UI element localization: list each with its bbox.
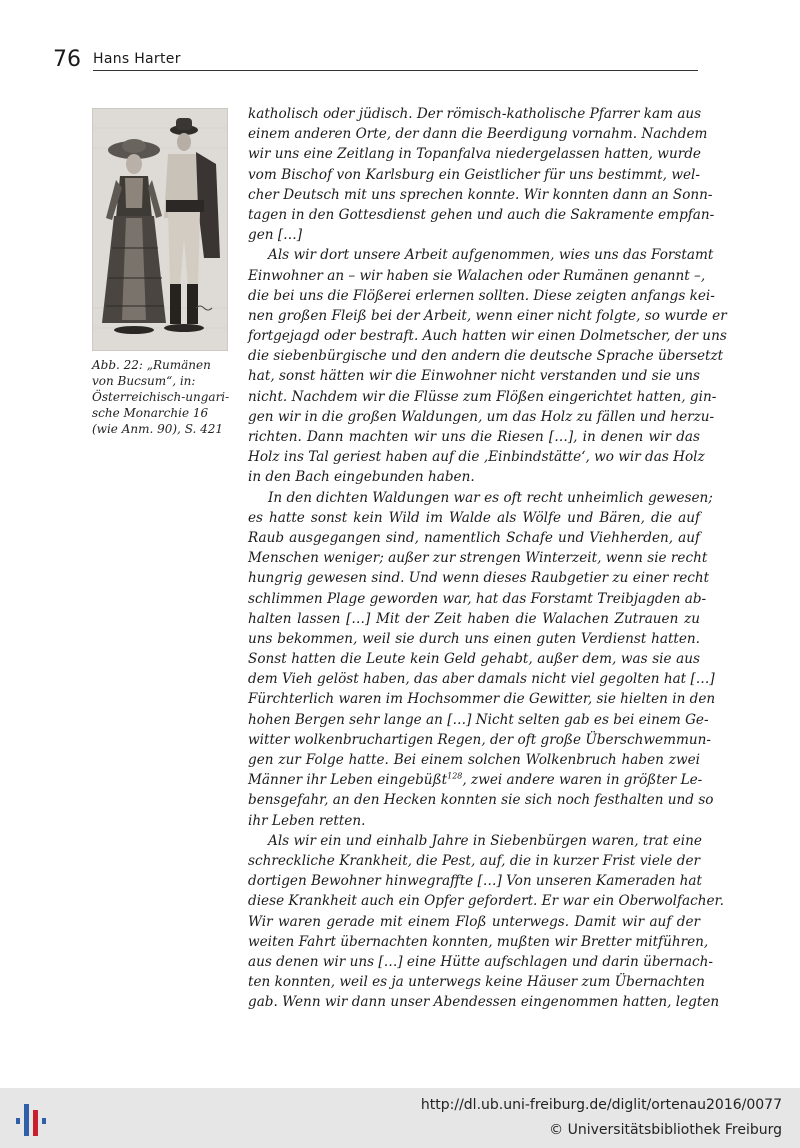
text-line: wir uns eine Zeitlang in Topanfalva niedergelassen hatten, wurde <box>248 146 701 163</box>
text-line: Als wir dort unsere Arbeit aufgenommen, wies uns das Forstamt <box>268 247 714 264</box>
text-line: Als wir ein und einhalb Jahre in Siebenbürgen waren, trat eine <box>268 832 702 849</box>
text-line-with-footnote <box>248 770 703 790</box>
text-line: bensgefahr, an den Hecken konnten sie sich noch festhalten und so <box>248 792 714 809</box>
copyright-text: © Universitätsbibliothek Freiburg <box>549 1122 782 1138</box>
text-line: Einwohner an – wir haben sie Walachen oder Rumänen genannt –, <box>248 267 706 284</box>
figure-image <box>92 108 228 351</box>
text-line: richten. Dann machten wir uns die Riesen […], in denen wir das <box>248 429 700 445</box>
text-line: die siebenbürgische und den andern die deutsche Sprache übersetzt <box>248 348 724 365</box>
caption-line: von Bucsum“, in: <box>92 374 196 388</box>
text-line: Sonst hatten die Leute kein Geld gehabt, außer dem, was sie aus <box>248 651 700 668</box>
text-line: dortigen Bewohner hinwegraffte […] Von unseren Kameraden hat <box>248 873 702 890</box>
text-line: halten lassen […] Mit der Zeit haben die Walachen Zutrauen zu <box>248 610 700 627</box>
engraving-romanians-illustration <box>92 108 228 351</box>
text-line: Menschen weniger; außer zur strengen Winterzeit, wenn sie recht <box>248 550 708 567</box>
text-line: hungrig gewesen sind. Und wenn dieses Raubgetier zu einer recht <box>248 570 710 587</box>
caption-line: sche Monarchie 16 <box>92 406 209 420</box>
text-line: Fürchterlich waren im Hochsommer die Gewitter, sie hielten in den <box>248 691 716 708</box>
text-line: einem anderen Orte, der dann die Beerdigung vornahm. Nachdem <box>248 126 708 143</box>
text-line: witter wolkenbruchartigen Regen, der oft große Überschwemmun- <box>248 731 711 748</box>
caption-line: Österreichisch-ungari- <box>92 390 230 404</box>
text-line: gen zur Folge hatte. Bei einem solchen Wolkenbruch haben zwei <box>248 752 700 768</box>
text-line: cher Deutsch mit uns sprechen konnte. Wir konnten dann an Sonn- <box>248 186 713 203</box>
text-line: ten konnten, weil es ja unterwegs keine Häuser zum Übernachten <box>248 974 705 991</box>
text-line: katholisch oder jüdisch. Der römisch-katholische Pfarrer kam aus <box>248 106 702 122</box>
text-line: in den Bach eingebunden haben. <box>248 469 475 486</box>
text-line: es hatte sonst kein Wild im Walde als Wölfe und Bären, die auf <box>248 509 700 526</box>
text-line: vom Bischof von Karlsburg ein Geistlicher für uns bestimmt, wel- <box>248 166 700 183</box>
text-line: schreckliche Krankheit, die Pest, auf, die in kurzer Frist viele der <box>248 852 700 869</box>
text-line: nen großen Fleiß bei der Arbeit, wenn einer nicht folgte, so wurde er <box>248 307 727 324</box>
text-line: die bei uns die Flößerei erlernen sollten. Diese zeigten anfangs kei- <box>248 287 715 304</box>
text-line: gen wir in die großen Waldungen, um das Holz zu fällen und herzu- <box>248 408 715 425</box>
page-header <box>53 48 698 72</box>
text-line: aus denen wir uns […] eine Hütte aufschlagen und darin übernach- <box>248 953 713 970</box>
caption-line: (wie Anm. 90), S. 421 <box>92 422 224 436</box>
text-segment: Männer ihr Leben eingebüßt <box>248 772 448 789</box>
text-segment: , zwei andere waren in größter Le- <box>462 772 703 789</box>
text-line: nicht. Nachdem wir die Flüsse zum Flößen eingerichtet hatten, gin- <box>248 388 717 405</box>
text-line: Raub ausgegangen sind, namentlich Schafe und Viehherden, auf <box>248 529 700 546</box>
text-line: diese Krankheit auch ein Opfer gefordert. Er war ein Oberwolfacher. <box>248 893 724 910</box>
figure-caption <box>92 357 232 437</box>
text-line: Holz ins Tal geriest haben auf die ‚Einbindstätte‘, wo wir das Holz <box>248 449 705 466</box>
text-line: weiten Fahrt übernachten konnten, mußten wir Bretter mitführen, <box>248 933 709 950</box>
text-line: schlimmen Plage geworden war, hat das Forstamt Treibjagden ab- <box>248 590 707 607</box>
body-text <box>248 104 727 1012</box>
text-line: ihr Leben retten. <box>248 812 366 829</box>
source-url-link[interactable]: http://dl.ub.uni-freiburg.de/diglit/ortenau2016/0077 <box>420 1097 782 1113</box>
text-line: uns bekommen, weil sie durch uns einen guten Verdienst hatten. <box>248 630 700 647</box>
footnote-marker[interactable]: 128 <box>447 771 463 781</box>
running-head: Hans Harter <box>93 51 181 67</box>
text-line: In den dichten Waldungen war es oft recht unheimlich gewesen; <box>268 489 713 506</box>
header-rule <box>93 70 698 71</box>
text-line: tagen in den Gottesdienst gehen und auch die Sakramente empfan- <box>248 206 715 223</box>
text-line: hat, sonst hätten wir die Einwohner nicht verstanden und sie uns <box>248 368 700 385</box>
caption-line: Abb. 22: „Rumänen <box>92 358 211 372</box>
text-line: fortgejagd oder bestraft. Auch hatten wir einen Dolmetscher, der uns <box>248 328 727 345</box>
text-line: dem Vieh gelöst haben, das aber damals nicht viel gegolten hat […] <box>248 671 715 688</box>
text-line: gen […] <box>248 227 303 244</box>
page-number: 76 <box>53 47 81 72</box>
text-line: gab. Wenn wir dann unser Abendessen eingenommen hatten, legten <box>248 994 720 1011</box>
library-footer <box>0 1088 800 1148</box>
library-logo-icon <box>14 1100 54 1140</box>
text-line: hohen Bergen sehr lange an […] Nicht selten gab es bei einem Ge- <box>248 711 709 728</box>
text-line: Wir waren gerade mit einem Floß unterwegs. Damit wir auf der <box>248 913 700 930</box>
